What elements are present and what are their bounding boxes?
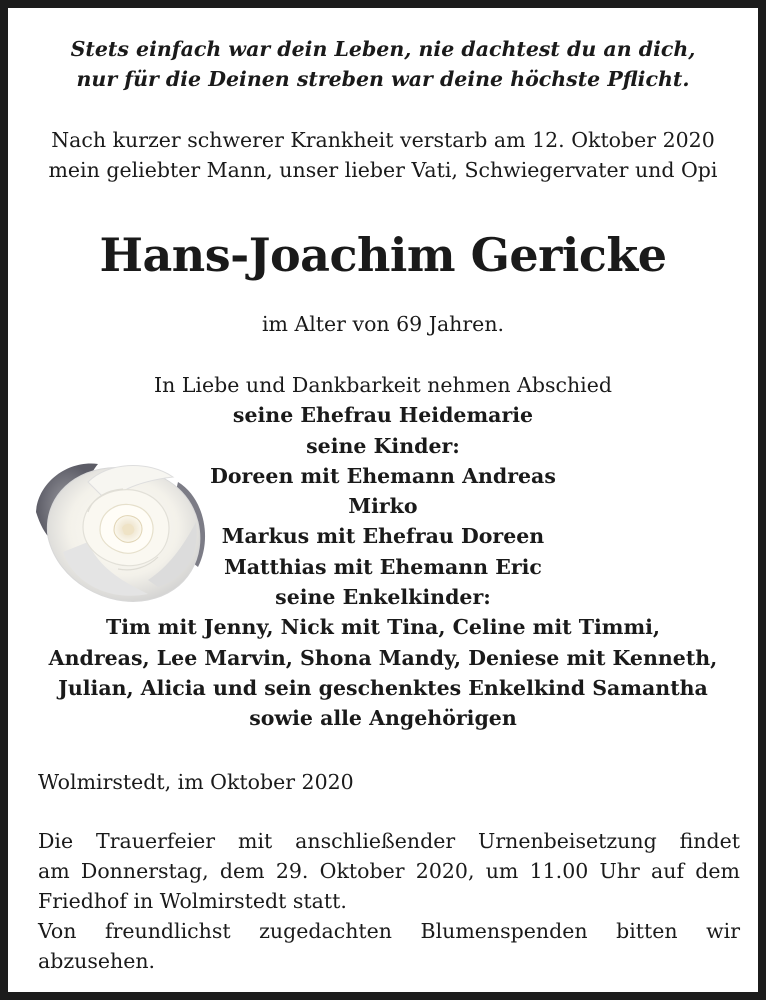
- mourner-line: seine Kinder:: [306, 433, 460, 458]
- funeral-line: Friedhof in Wolmirstedt statt.: [38, 889, 347, 913]
- motto-verse: [22, 34, 744, 94]
- mourner-line: seine Enkelkinder:: [275, 585, 491, 610]
- mourner-line: Andreas, Lee Marvin, Shona Mandy, Deniese mit Kenneth,: [48, 645, 718, 670]
- white-rose-image: [28, 442, 218, 610]
- deceased-name: Hans-Joachim Gericke: [99, 228, 667, 282]
- flowers-line: abzusehen.: [38, 949, 156, 973]
- mourner-line: seine Ehefrau Heidemarie: [232, 403, 534, 428]
- mourner-line: Tim mit Jenny, Nick mit Tina, Celine mit Timmi,: [105, 615, 661, 640]
- intro-text: [22, 125, 744, 185]
- funeral-details: [38, 826, 740, 976]
- mourner-line: Doreen mit Ehemann Andreas: [210, 463, 556, 488]
- place-date: Wolmirstedt, im Oktober 2020: [38, 770, 354, 794]
- mourner-line: sowie alle Angehörigen: [249, 706, 517, 731]
- intro-line: mein geliebter Mann, unser lieber Vati, Schwiegervater und Opi: [48, 158, 718, 182]
- mourner-line: Mirko: [348, 494, 418, 519]
- mourner-line: Julian, Alicia und sein geschenktes Enkelkind Samantha: [58, 675, 708, 700]
- intro-line: Nach kurzer schwerer Krankheit verstarb am 12. Oktober 2020: [51, 128, 715, 152]
- mourner-line: Markus mit Ehefrau Doreen: [221, 524, 545, 549]
- motto-line: Stets einfach war dein Leben, nie dachtest du an dich,: [70, 37, 696, 61]
- mourner-line: Matthias mit Ehemann Eric: [224, 554, 542, 579]
- farewell-line: In Liebe und Dankbarkeit nehmen Abschied: [154, 373, 612, 397]
- flowers-line: Von freundlichst zugedachten Blumenspenden bitten wir: [38, 919, 740, 943]
- funeral-line: am Donnerstag, dem 29. Oktober 2020, um 11.00 Uhr auf dem: [38, 859, 740, 883]
- motto-line: nur für die Deinen streben war deine höchste Pflicht.: [76, 67, 690, 91]
- age-line: im Alter von 69 Jahren.: [261, 312, 505, 336]
- funeral-line: Die Trauerfeier mit anschließender Urnenbeisetzung findet: [38, 829, 740, 853]
